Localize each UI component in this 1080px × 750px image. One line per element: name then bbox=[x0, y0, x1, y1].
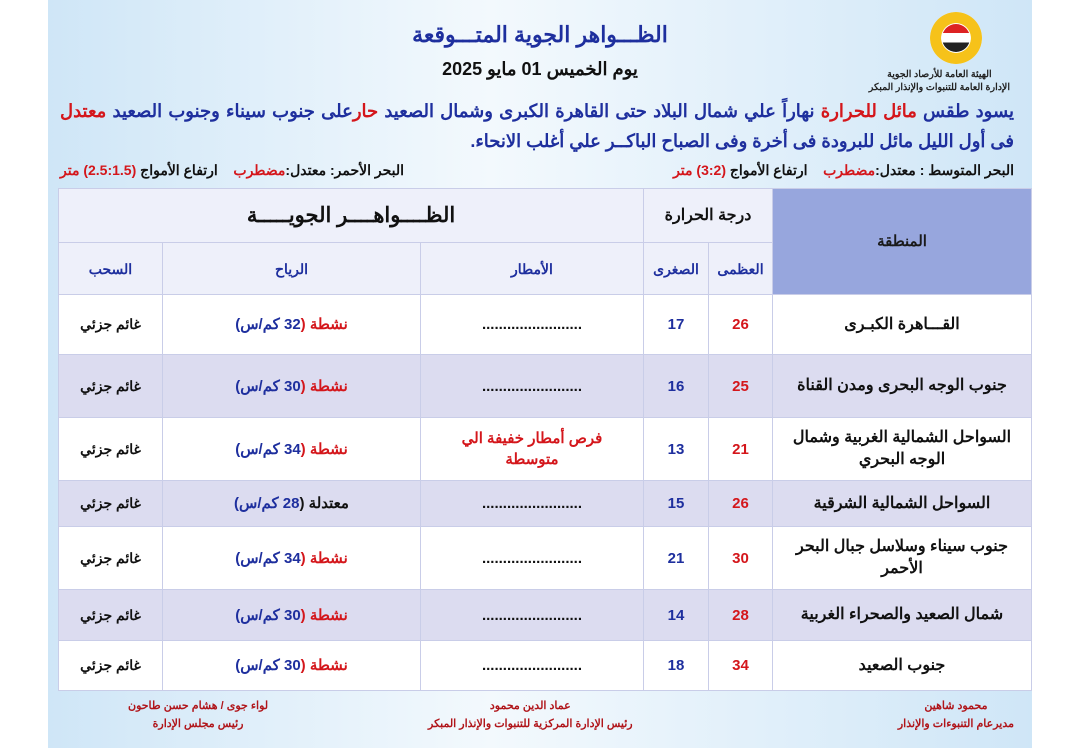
rain-cell: ........................ bbox=[420, 295, 643, 355]
summary-segment: معتدل bbox=[60, 101, 107, 121]
wind-header: الرياح bbox=[162, 243, 420, 295]
clouds-cell: غائم جزئي bbox=[59, 641, 163, 691]
rain-cell: فرص أمطار خفيفة الي متوسطة bbox=[420, 418, 643, 481]
wind-cell: نشطة (34 كم/س) bbox=[162, 418, 420, 481]
signature-right: محمود شاهين مديرعام التنبوءات والإنذار bbox=[897, 700, 1014, 730]
clouds-cell: غائم جزئي bbox=[59, 295, 163, 355]
table-row bbox=[59, 418, 1032, 481]
min-header: الصغرى bbox=[643, 243, 708, 295]
max-temp-cell: 34 bbox=[709, 641, 773, 691]
org-line-2: الإدارة العامة للتنبوات والإنذار المبكر bbox=[868, 82, 1010, 93]
min-temp-cell: 14 bbox=[643, 590, 708, 641]
red-sea: البحر الأحمر: معتدل:مضطرب ارتفاع الأمواج (2.5:1.5) متر bbox=[60, 162, 405, 178]
wind-cell: نشطة (30 كم/س) bbox=[162, 355, 420, 418]
summary-segment: نهاراً علي شمال البلاد حتى القاهرة الكبرى وشمال الصعيد bbox=[378, 101, 821, 121]
min-temp-cell: 15 bbox=[643, 481, 708, 527]
min-temp-cell: 16 bbox=[643, 355, 708, 418]
wind-cell: نشطة (30 كم/س) bbox=[162, 641, 420, 691]
rain-cell: ........................ bbox=[420, 481, 643, 527]
clouds-cell: غائم جزئي bbox=[59, 590, 163, 641]
flag-emblem bbox=[942, 24, 970, 52]
clouds-cell: غائم جزئي bbox=[59, 355, 163, 418]
summary-segment: على جنوب سيناء وجنوب الصعيد bbox=[106, 101, 353, 121]
max-header: العظمى bbox=[709, 243, 773, 295]
region-cell: جنوب الصعيد bbox=[773, 641, 1032, 691]
max-temp-cell: 25 bbox=[709, 355, 773, 418]
max-temp-cell: 21 bbox=[709, 418, 773, 481]
region-cell: القـــاهرة الكبـرى bbox=[773, 295, 1032, 355]
max-temp-cell: 28 bbox=[709, 590, 773, 641]
table-row bbox=[59, 295, 1032, 355]
page-title: الظـــواهر الجوية المتـــوقعة bbox=[412, 22, 668, 47]
clouds-cell: غائم جزئي bbox=[59, 481, 163, 527]
signature-middle: عماد الدين محمود رئيس الإدارة المركزية للتنبوات والإنذار المبكر bbox=[428, 700, 633, 730]
table-row bbox=[59, 527, 1032, 590]
weather-summary bbox=[60, 96, 1014, 156]
region-cell: السواحل الشمالية الغربية وشمال الوجه البحري bbox=[773, 418, 1032, 481]
region-header: المنطقة bbox=[773, 189, 1032, 295]
max-temp-cell: 26 bbox=[709, 295, 773, 355]
wind-cell: نشطة (32 كم/س) bbox=[162, 295, 420, 355]
wind-cell: نشطة (30 كم/س) bbox=[162, 590, 420, 641]
summary-segment: حار bbox=[352, 101, 379, 121]
mediterranean-sea: البحر المتوسط : معتدل:مضطرب ارتفاع الأمواج (3:2) متر bbox=[673, 162, 1014, 178]
rain-cell: ........................ bbox=[420, 641, 643, 691]
clouds-cell: غائم جزئي bbox=[59, 418, 163, 481]
organization-name bbox=[869, 68, 1010, 94]
rain-cell: ........................ bbox=[420, 590, 643, 641]
region-cell: السواحل الشمالية الشرقية bbox=[773, 481, 1032, 527]
summary-segment: يسود طقس bbox=[916, 101, 1015, 121]
clouds-cell: غائم جزئي bbox=[59, 527, 163, 590]
summary-segment: مائل للحرارة bbox=[820, 101, 917, 121]
min-temp-cell: 21 bbox=[643, 527, 708, 590]
forecast-table bbox=[58, 188, 1032, 691]
summary-segment: فى أول الليل مائل للبرودة فى أخرة وفى الصباح الباكــر علي أغلب الانحاء. bbox=[470, 131, 1014, 151]
rain-header: الأمطار bbox=[420, 243, 643, 295]
forecast-date: يوم الخميس 01 مايو 2025 bbox=[442, 59, 638, 79]
max-temp-cell: 30 bbox=[709, 527, 773, 590]
signature-left: لواء جوى / هشام حسن طاحون رئيس مجلس الإدارة bbox=[128, 700, 269, 730]
rain-cell: ........................ bbox=[420, 355, 643, 418]
temperature-header: درجة الحرارة bbox=[643, 189, 772, 243]
min-temp-cell: 18 bbox=[643, 641, 708, 691]
clouds-header: السحب bbox=[59, 243, 163, 295]
region-cell: شمال الصعيد والصحراء الغربية bbox=[773, 590, 1032, 641]
region-cell: جنوب سيناء وسلاسل جبال البحر الأحمر bbox=[773, 527, 1032, 590]
rain-cell: ........................ bbox=[420, 527, 643, 590]
region-cell: جنوب الوجه البحرى ومدن القناة bbox=[773, 355, 1032, 418]
wind-cell: نشطة (34 كم/س) bbox=[162, 527, 420, 590]
forecast-document bbox=[48, 0, 1032, 748]
sea-state bbox=[60, 160, 1014, 180]
min-temp-cell: 17 bbox=[643, 295, 708, 355]
phenomena-header: الظــــواهــــر الجويـــــة bbox=[59, 189, 644, 243]
signatures bbox=[48, 697, 1032, 737]
table-row bbox=[59, 641, 1032, 691]
table-row bbox=[59, 355, 1032, 418]
table-row bbox=[59, 481, 1032, 527]
org-line-1: الهيئة العامة للأرصاد الجوية bbox=[887, 69, 992, 80]
ema-logo bbox=[930, 12, 982, 64]
wind-cell: معتدلة (28 كم/س) bbox=[162, 481, 420, 527]
min-temp-cell: 13 bbox=[643, 418, 708, 481]
max-temp-cell: 26 bbox=[709, 481, 773, 527]
table-row bbox=[59, 590, 1032, 641]
